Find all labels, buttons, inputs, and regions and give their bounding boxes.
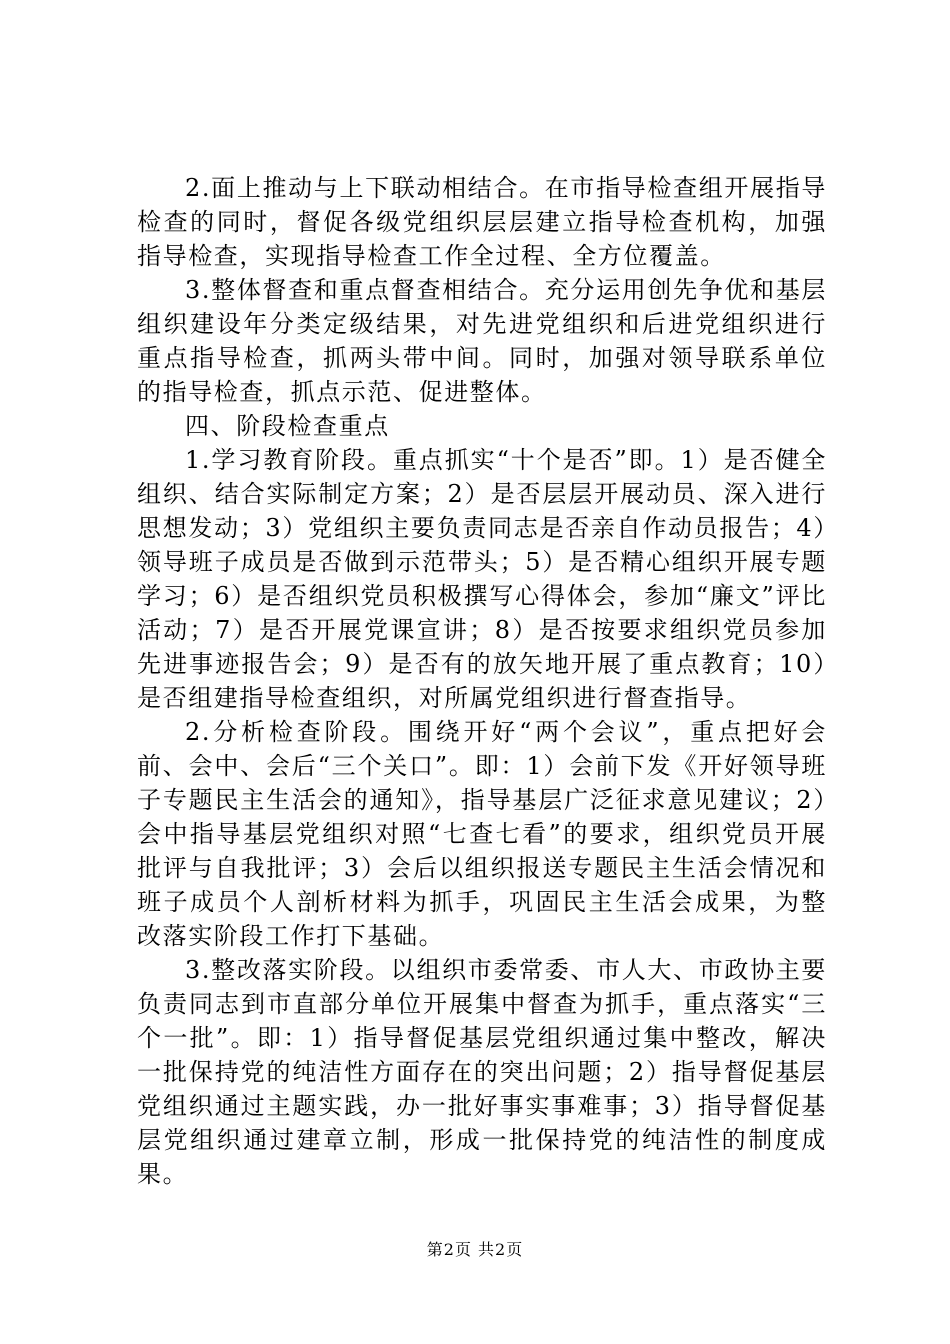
- paragraph-rectification-stage: 3.整改落实阶段。以组织市委常委、市人大、市政协主要负责同志到市直部分单位开展集中督查为抓手，重点落实“三个一批”。即：1）指导督促基层党组织通过集中整改，解决一批保持党的纯洁性方面存在的突出问题；2）指导督促基层党组织通过主题实践，办一批好事实事难事；3）指导督促基层党组织通过建章立制，形成一批保持党的纯洁性的制度成果。: [137, 956, 827, 1188]
- document-body: [137, 171, 827, 1191]
- section-heading-stage-focus: 四、阶段检查重点: [185, 412, 390, 440]
- page-number-footer: 第2页 共2页: [426, 1240, 524, 1259]
- paragraph-study-stage: 1.学习教育阶段。重点抓实“十个是否”即。1）是否健全组织、结合实际制定方案；2）是否层层开展动员、深入进行思想发动；3）党组织主要负责同志是否亲自作动员报告；4）领导班子成员是否做到示范带头；5）是否精心组织开展专题学习；6）是否组织党员积极撰写心得体会，参加“廉文”评比活动；7）是否开展党课宣讲；8）是否按要求组织党员参加先进事迹报告会；9）是否有的放矢地开展了重点教育；10）是否组建指导检查组织，对所属党组织进行督查指导。: [137, 446, 827, 712]
- paragraph-integration-linkage: 2.面上推动与上下联动相结合。在市指导检查组开展指导检查的同时，督促各级党组织层层建立指导检查机构，加强指导检查，实现指导检查工作全过程、全方位覆盖。: [137, 174, 827, 270]
- paragraph-key-supervision: 3.整体督查和重点督查相结合。充分运用创先争优和基层组织建设年分类定级结果，对先进党组织和后进党组织进行重点指导检查，抓两头带中间。同时，加强对领导联系单位的指导检查，抓点示范、促进整体。: [137, 276, 827, 406]
- paragraph-analysis-stage: 2.分析检查阶段。围绕开好“两个会议”，重点把好会前、会中、会后“三个关口”。即：1）会前下发《开好领导班子专题民主生活会的通知》，指导基层广泛征求意见建议；2）会中指导基层党组织对照“七查七看”的要求，组织党员开展批评与自我批评；3）会后以组织报送专题民主生活会情况和班子成员个人剖析材料为抓手，巩固民主生活会成果，为整改落实阶段工作打下基础。: [137, 718, 827, 950]
